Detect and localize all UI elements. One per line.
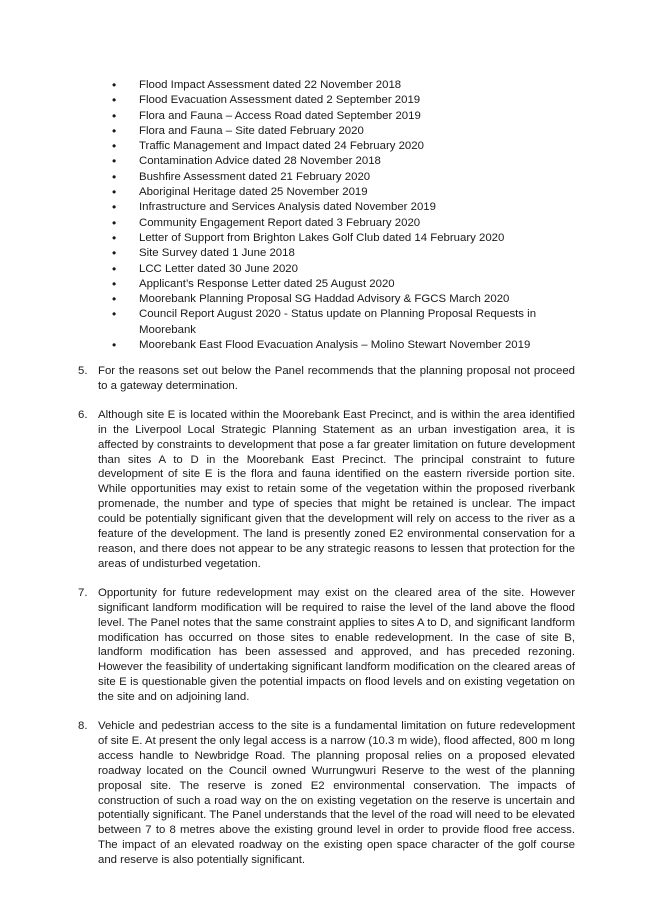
list-item: • Moorebank Planning Proposal SG Haddad Advisory & FGCS March 2020 bbox=[112, 292, 552, 307]
paragraph-number: 8. bbox=[78, 720, 88, 733]
paragraph-number: 5. bbox=[78, 365, 88, 377]
paragraph-number: 7. bbox=[78, 586, 88, 599]
list-item: • Council Report August 2020 - Status update on Planning Proposal Requests in Moorebank bbox=[112, 307, 552, 338]
list-item: • Flood Impact Assessment dated 22 November 2018 bbox=[112, 78, 552, 93]
paragraph-text: For the reasons set out below the Panel recommends that the planning proposal not proceed to a gateway determination. bbox=[98, 365, 575, 392]
list-item: • Letter of Support from Brighton Lakes Golf Club dated 14 February 2020 bbox=[112, 231, 552, 246]
list-item: • Aboriginal Heritage dated 25 November 2019 bbox=[112, 185, 552, 200]
list-item: • Community Engagement Report dated 3 February 2020 bbox=[112, 216, 552, 231]
list-item: • Bushfire Assessment dated 21 February 2020 bbox=[112, 170, 552, 185]
paragraph-text: Opportunity for future redevelopment may exist on the cleared area of the site. However significant landform modification will be required to raise the level of the land above the flood level. The Panel notes that the same constraint applies to sites A to D, and significant landform modification has occurred on those sites to enable redevelopment. In the case of site B, landform modification has been assessed and approved, and has preceded rezoning. However the feasibility of undertaking significant landform modification on the cleared areas of site E is questionable given the potential impacts on flood levels and on existing vegetation on the site and on adjoining land. bbox=[98, 586, 575, 704]
list-item: • Site Survey dated 1 June 2018 bbox=[112, 246, 552, 261]
list-item: • Moorebank East Flood Evacuation Analysis – Molino Stewart November 2019 bbox=[112, 338, 552, 353]
paragraph-number: 6. bbox=[78, 408, 88, 421]
attachments-list bbox=[112, 78, 552, 353]
list-item: • Contamination Advice dated 28 November 2018 bbox=[112, 154, 552, 169]
list-item: • Flora and Fauna – Access Road dated September 2019 bbox=[112, 109, 552, 124]
list-item: • Traffic Management and Impact dated 24 February 2020 bbox=[112, 139, 552, 154]
paragraph-7 bbox=[78, 586, 575, 705]
paragraph-6 bbox=[78, 408, 575, 572]
paragraph-5 bbox=[78, 364, 575, 394]
list-item: • Flood Evacuation Assessment dated 2 September 2019 bbox=[112, 93, 552, 108]
paragraph-text: Although site E is located within the Moorebank East Precinct, and is within the area identified in the Liverpool Local Strategic Planning Statement as an urban investigation area, it is affected by constraints to development that pose a far greater limitation on future development than sites A to D in the Moorebank East Precinct. The principal constraint to future development of site E is the flora and fauna identified on the eastern riverside portion site. While opportunities may exist to retain some of the vegetation within the proposed riverbank promenade, the number and type of species that might be retained is unclear. The impact could be potentially significant given that the development will rely on access to the river as a feature of the development. The land is presently zoned E2 environmental conservation for a reason, and there does not appear to be any strategic reasons to lessen that protection for the areas of undisturbed vegetation. bbox=[98, 408, 575, 570]
list-item: • LCC Letter dated 30 June 2020 bbox=[112, 262, 552, 277]
paragraph-8 bbox=[78, 719, 575, 868]
list-item: • Applicant’s Response Letter dated 25 August 2020 bbox=[112, 277, 552, 292]
list-item: • Flora and Fauna – Site dated February 2020 bbox=[112, 124, 552, 139]
list-item: • Infrastructure and Services Analysis dated November 2019 bbox=[112, 200, 552, 215]
numbered-paragraphs bbox=[78, 364, 575, 882]
paragraph-text: Vehicle and pedestrian access to the site is a fundamental limitation on future redevelopment of site E. At present the only legal access is a narrow (10.3 m wide), flood affected, 800 m long access handle to Newbridge Road. The planning proposal relies on a proposed elevated roadway located on the Council owned Wurrungwuri Reserve to the west of the planning proposal site. The reserve is zoned E2 environmental conservation. The impacts of construction of such a road way on the on existing vegetation on the reserve is uncertain and potentially significant. The Panel understands that the level of the road will need to be elevated between 7 to 8 metres above the existing ground level in order to provide flood free access. The impact of an elevated roadway on the existing open space character of the golf course and reserve is also potentially significant. bbox=[98, 720, 575, 867]
